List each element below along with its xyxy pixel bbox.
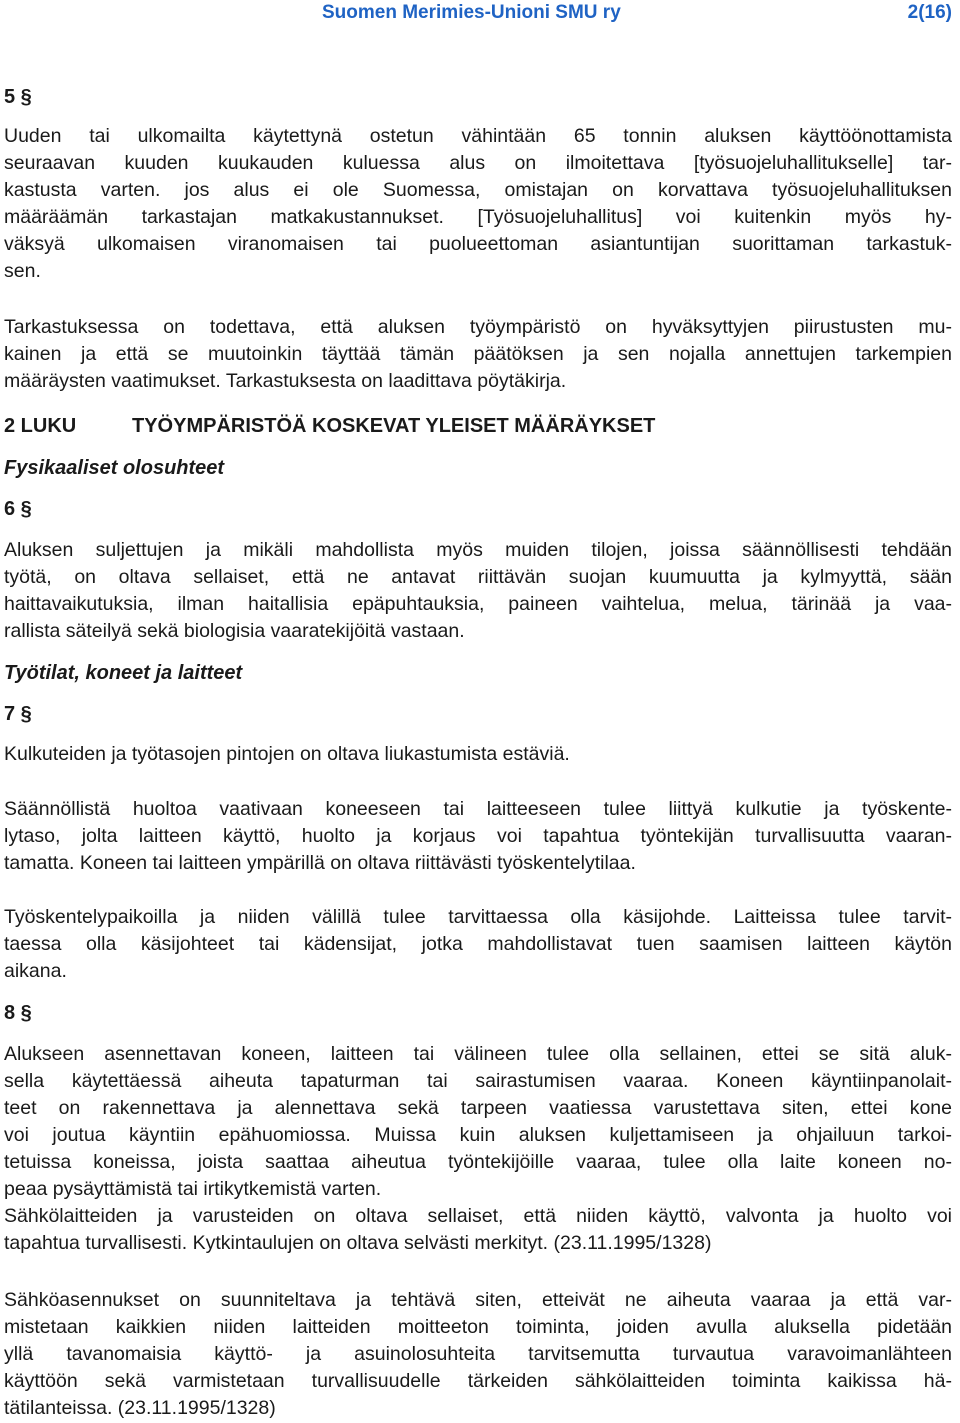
text-line: aikana. [4,960,67,982]
subheading-fysikaaliset: Fysikaaliset olosuhteet [4,457,225,479]
text-line: voi joutua käyntiin epähuomiossa. Muissa kuin aluksen kuljettamiseen ja ohjailuun tarkoi- [4,1124,952,1146]
text-line: haittavaikutuksia, ilman haitallisia epäpuhtauksia, paineen vaihtelua, melua, tärinää ja vaa- [4,593,952,615]
text-line: yllä tavanomaisia käyttö- ja asuinolosuhteita tarvitsemutta turvautua varavoimanlähteen [4,1343,952,1365]
section-6-title: 6 § [4,498,32,520]
text-line: Aluksen suljettujen ja mikäli mahdollista myös muiden tilojen, joissa säännöllisesti tehdään [4,539,952,561]
text-line: Alukseen asennettavan koneen, laitteen tai välineen tulee olla sellainen, ettei se sitä aluk- [4,1043,952,1065]
page-header [0,0,960,30]
text-line: mistetaan kaikkien niiden laitteiden moitteeton toiminta, joiden avulla aluksella pidetään [4,1316,952,1338]
text-line: kastusta varten. jos alus ei ole Suomessa, omistajan on korvattava työsuojeluhallituksen [4,179,952,201]
text-line: määräämän tarkastajan matkakustannukset. [Työsuojeluhallitus] voi kuitenkin myös hy- [4,206,952,228]
text-line: sella käytettäessä aiheuta tapaturman tai sairastumisen vaaraa. Koneen käyntiinpanolait- [4,1070,952,1092]
text-line: käyttöön sekä varmistetaan turvallisuudelle tärkeiden sähkölaitteiden toiminta kaikissa hä- [4,1370,952,1392]
text-line: kainen ja että se muutoinkin täyttää tämän päätöksen ja sen nojalla annettujen tarkempien [4,343,952,365]
section-7-paragraph-2 [4,796,952,877]
chapter-title: TYÖYMPÄRISTÖÄ KOSKEVAT YLEISET MÄÄRÄYKSET [132,415,656,437]
text-line: seuraavan kuuden kuukauden kuluessa alus on ilmoitettava [työsuojeluhallitukselle] tar- [4,152,952,174]
text-line: Sähköasennukset on suunniteltava ja tehtävä siten, etteivät ne aiheuta vaaraa ja että var- [4,1289,952,1311]
section-7-paragraph-3 [4,904,952,985]
organization-name: Suomen Merimies-Unioni SMU ry [322,2,621,23]
text-line: rallista säteilyä sekä biologisia vaaratekijöitä vastaan. [4,620,465,642]
section-5-paragraph-1 [4,123,952,285]
text-line: teet on rakennettava ja alennettava sekä tarpeen vaatiessa varustettava siten, ettei kone [4,1097,952,1119]
text-line: sen. [4,260,41,282]
section-8-title: 8 § [4,1002,32,1024]
text-line: väksyä ulkomaisen viranomaisen tai puolueettoman asiantuntijan suorittaman tarkastuk- [4,233,952,255]
text-line: Uuden tai ulkomailta käytettynä ostetun vähintään 65 tonnin aluksen käyttöönottamista [4,125,952,147]
text-line: peaa pysäyttämistä tai irtikytkemistä varten. [4,1178,382,1200]
text-line: tamatta. Koneen tai laitteen ympärillä on oltava riittävästi työskentelytilaa. [4,852,636,874]
text-line: Tarkastuksessa on todettava, että aluksen työympäristö on hyväksyttyjen piirustusten mu- [4,316,952,338]
text-line: Sähkölaitteiden ja varusteiden on oltava sellaiset, että niiden käyttö, valvonta ja huolto voi [4,1205,952,1227]
section-5-paragraph-2 [4,314,952,395]
text-line: Työskentelypaikoilla ja niiden välillä tulee tarvittaessa olla käsijohde. Laitteissa tulee tarvit- [4,906,952,928]
section-8-paragraph-1 [4,1041,952,1257]
text-line: määräysten vaatimukset. Tarkastuksesta on laadittava pöytäkirja. [4,370,567,392]
subheading-tyotilat: Työtilat, koneet ja laitteet [4,662,243,684]
chapter-number: 2 LUKU [4,415,77,437]
text-line: tetuissa koneissa, joista saattaa aiheutua työntekijöille vaaraa, tulee olla laite koneen no- [4,1151,952,1173]
text-line: lytaso, jolta laitteen käyttö, huolto ja korjaus voi tapahtua työntekijän turvallisuutta vaaran- [4,825,952,847]
page-number: 2(16) [907,2,952,23]
section-6-paragraph-1 [4,537,952,645]
section-7-paragraph-1 [4,741,952,768]
text-line: Säännöllistä huoltoa vaativaan koneeseen tai laitteeseen tulee liittyä kulkutie ja työskente- [4,798,952,820]
text-line: tätilanteissa. (23.11.1995/1328) [4,1397,276,1419]
text-line: tapahtua turvallisesti. Kytkintaulujen on oltava selvästi merkityt. (23.11.1995/1328) [4,1232,712,1254]
section-5-title: 5 § [4,86,32,108]
text-line: taessa olla käsijohteet tai kädensijat, jotka mahdollistavat tuen saamisen laitteen käytön [4,933,952,955]
chapter-heading [4,413,952,440]
section-7-title: 7 § [4,703,32,725]
text-line: työtä, on oltava sellaiset, että ne antavat riittävän suojan kuumuutta ja kylmyyttä, sään [4,566,952,588]
text-line: Kulkuteiden ja työtasojen pintojen on oltava liukastumista estäviä. [4,743,570,765]
section-8-paragraph-2 [4,1287,952,1422]
